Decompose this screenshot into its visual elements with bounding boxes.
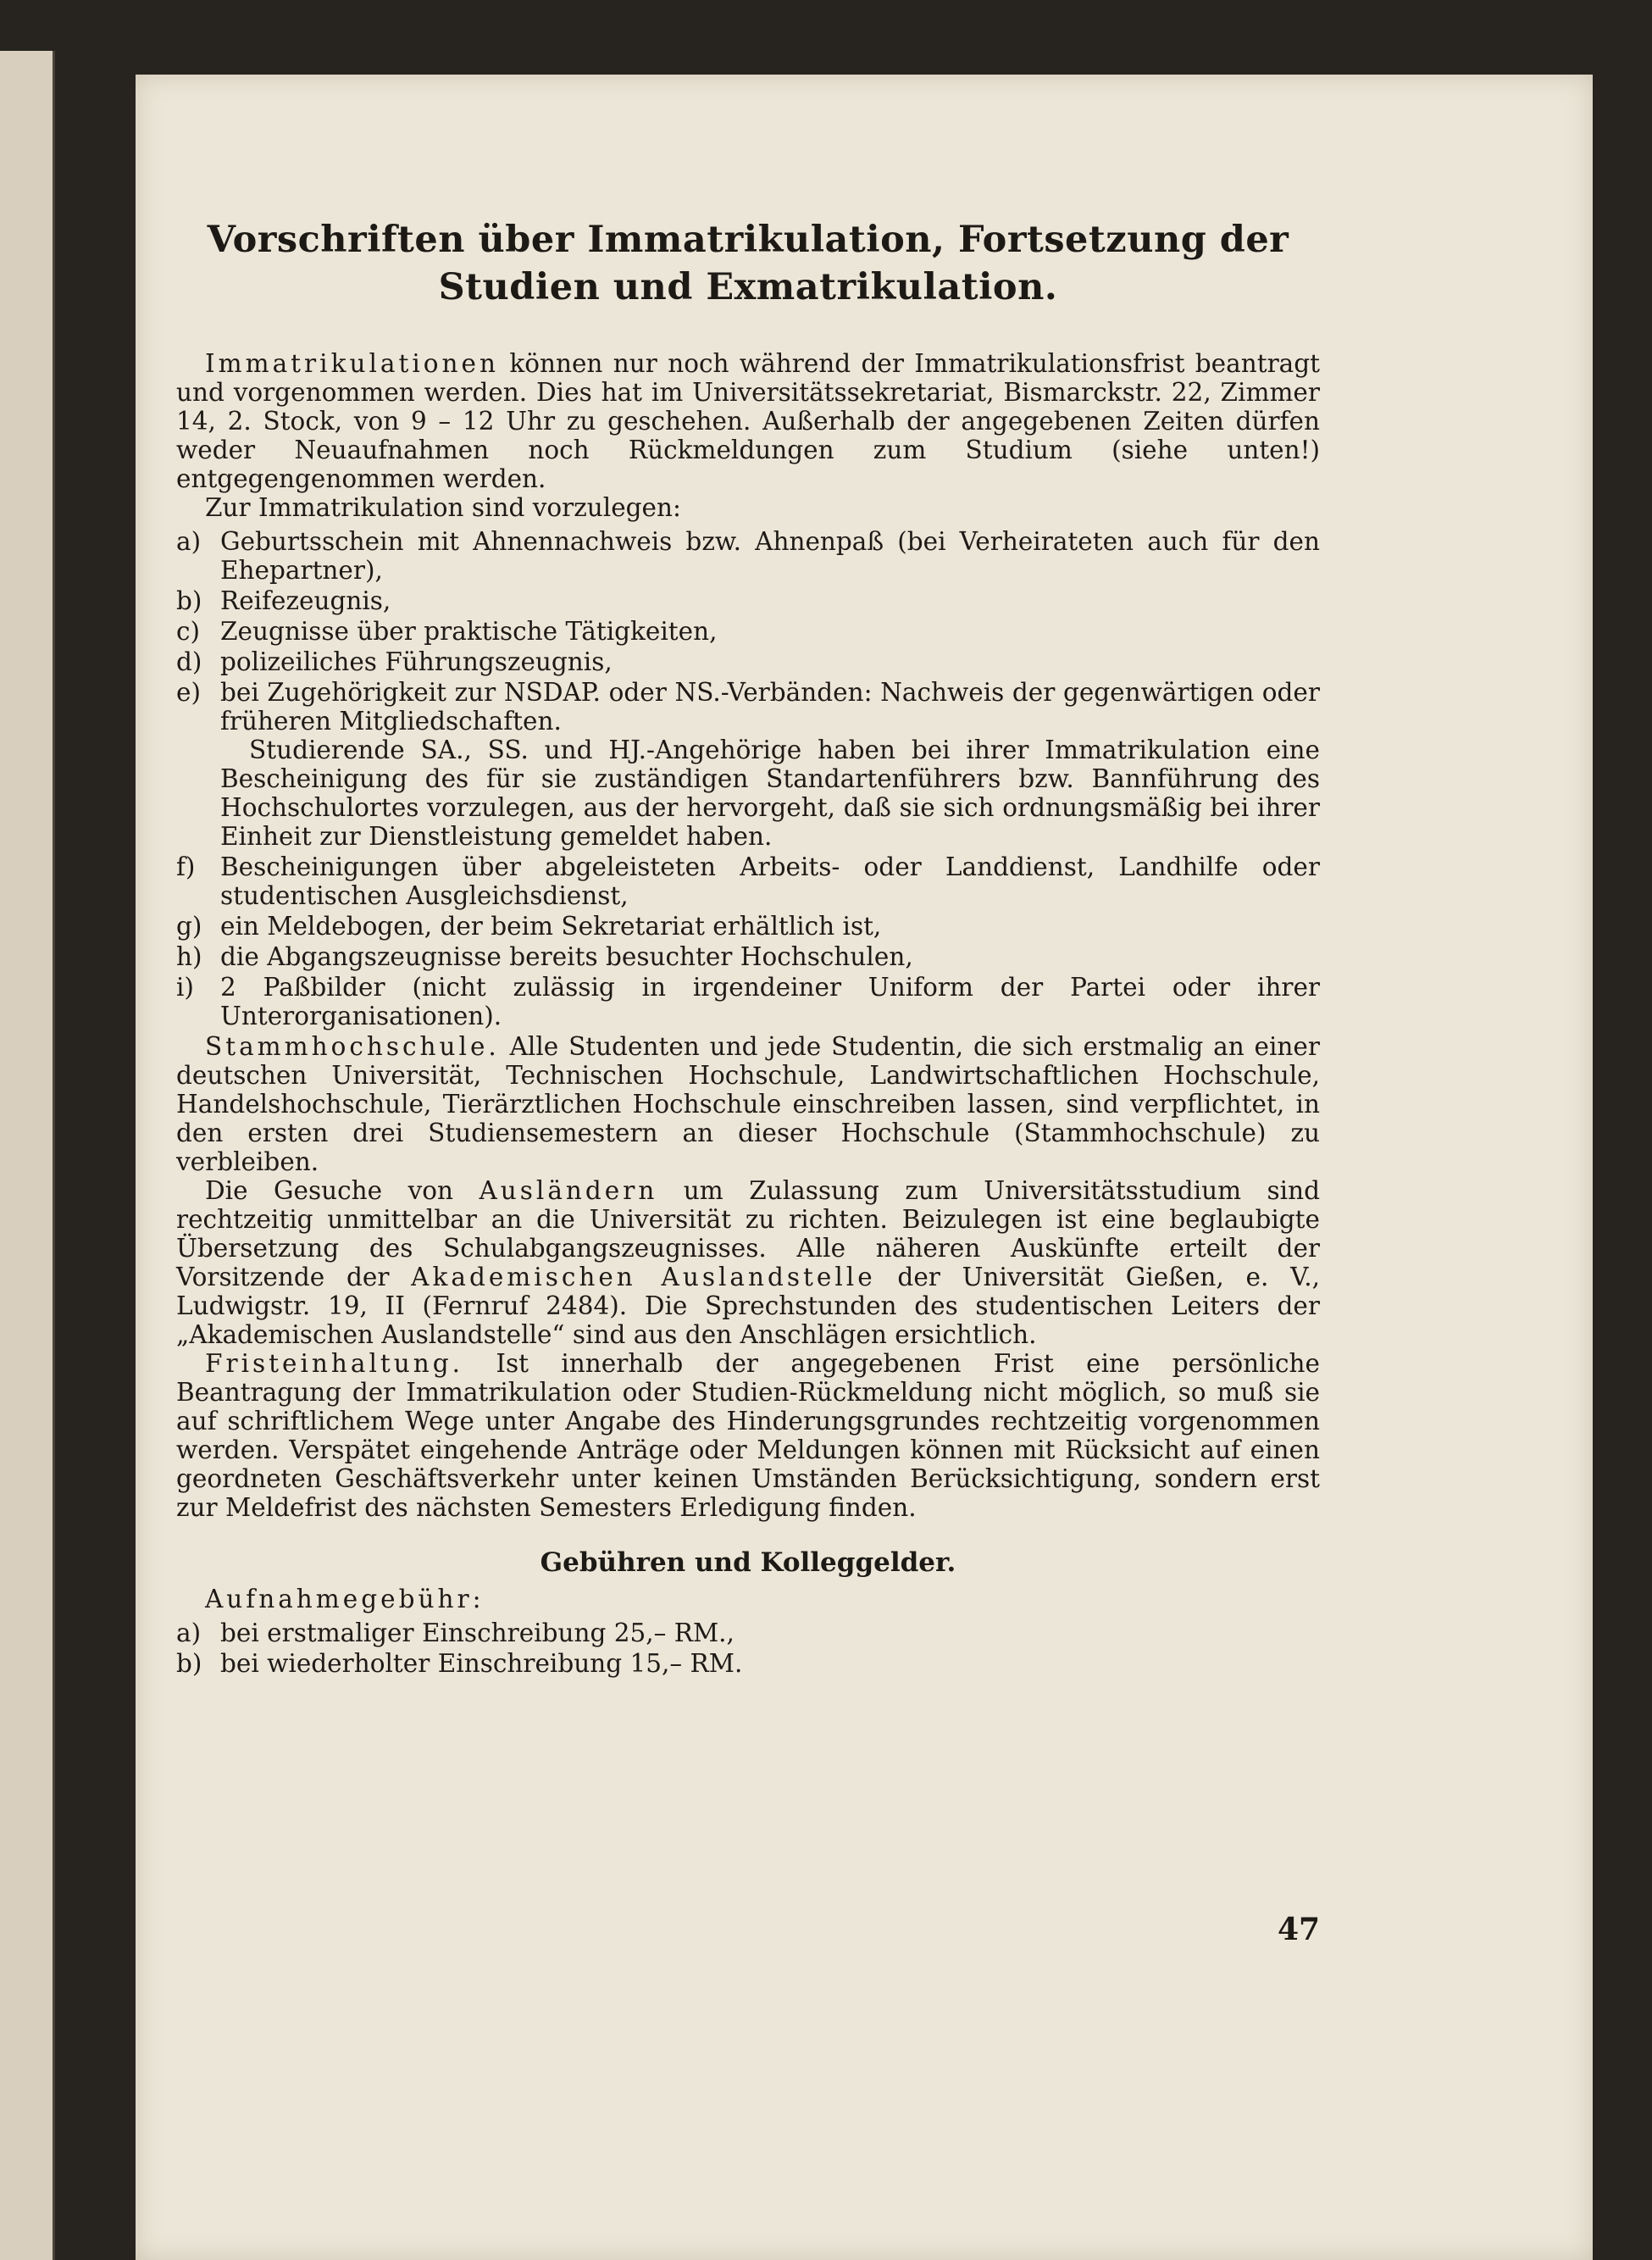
list-item bbox=[176, 586, 1320, 615]
page-content bbox=[176, 216, 1320, 1680]
list-label: b) bbox=[176, 586, 202, 615]
stamm-lead: Stammhochschule. bbox=[205, 1032, 500, 1061]
list-text: Geburtsschein mit Ahnennachweis bzw. Ahnenpaß (bei Verheirateten auch für den Ehepartner), bbox=[220, 527, 1320, 585]
list-label: i) bbox=[176, 973, 194, 1002]
list-text: Reifezeugnis, bbox=[220, 586, 391, 615]
list-label: e) bbox=[176, 678, 201, 707]
aufnahme-label bbox=[176, 1585, 1320, 1613]
intro-paragraph bbox=[176, 349, 1320, 493]
stamm-text: Alle Studenten und jede Studentin, die sich erstmalig an einer deutschen Universität, Technischen Hochschule, Landwirtschaftlichen Hochschule, Handelshochschule, Tierärztlichen Hochschule einschreiben lassen, sind verpflichtet, in den ersten drei Studiensemestern an dieser Hochschule (Stammhochschule) zu verbleiben. bbox=[176, 1032, 1320, 1176]
list-label: g) bbox=[176, 912, 202, 941]
fristeinhaltung-paragraph bbox=[176, 1349, 1320, 1522]
list-note: Studierende SA., SS. und HJ.-Angehörige haben bei ihrer Immatrikulation eine Bescheinigung des für sie zuständigen Standartenführers bzw. Bannführung des Hochschulortes vorzulegen, aus der hervorgeht, daß sie sich ordnungsmäßig bei ihrer Einheit zur Dienstleistung gemeldet haben. bbox=[220, 736, 1320, 851]
frist-lead: Fristeinhaltung. bbox=[205, 1349, 464, 1378]
list-item bbox=[176, 678, 1320, 851]
title-line-2: Studien und Exmatrikulation. bbox=[438, 266, 1058, 308]
auslaender-paragraph bbox=[176, 1176, 1320, 1349]
auslaender-spaced-2: Akademischen Auslandstelle bbox=[411, 1263, 876, 1291]
fees-heading: Gebühren und Kolleggelder. bbox=[540, 1547, 956, 1578]
list-label: a) bbox=[176, 1619, 202, 1647]
documents-intro: Zur Immatrikulation sind vorzulegen: bbox=[205, 493, 681, 522]
page-title bbox=[176, 216, 1320, 311]
list-label: b) bbox=[176, 1649, 202, 1678]
list-item bbox=[176, 647, 1320, 676]
auslaender-spaced-1: Ausländern bbox=[479, 1176, 658, 1205]
list-label: f) bbox=[176, 852, 196, 881]
list-label: c) bbox=[176, 617, 201, 646]
list-item bbox=[176, 973, 1320, 1030]
adjacent-page-edge bbox=[0, 51, 55, 2260]
auslaender-text-1: Die Gesuche von bbox=[205, 1176, 480, 1205]
auslaender-text-2: um Zulassung zum Universitätsstudium sind rechtzeitig unmittelbar an die Universität zu richten. Beizulegen ist eine beglaubigte Übersetzung des Schulabgangszeugnisses. Alle näheren Auskünfte erteilt der Vorsitzende der bbox=[176, 1176, 1320, 1291]
list-text: Zeugnisse über praktische Tätigkeiten, bbox=[220, 617, 718, 646]
list-item bbox=[176, 942, 1320, 971]
list-text: 2 Paßbilder (nicht zulässig in irgendeiner Uniform der Partei oder ihrer Unterorganisationen). bbox=[220, 973, 1320, 1030]
title-line-1: Vorschriften über Immatrikulation, Fortsetzung der bbox=[207, 219, 1289, 261]
list-text: polizeiliches Führungszeugnis, bbox=[220, 647, 613, 676]
fees-list bbox=[176, 1619, 1320, 1678]
list-text: bei erstmaliger Einschreibung 25,– RM., bbox=[220, 1619, 735, 1647]
list-text: Bescheinigungen über abgeleisteten Arbeits- oder Landdienst, Landhilfe oder studentischen Ausgleichsdienst, bbox=[220, 852, 1320, 910]
list-item bbox=[176, 617, 1320, 646]
list-item bbox=[176, 1619, 1320, 1647]
intro-lead: Immatrikulationen bbox=[205, 349, 499, 378]
list-item bbox=[176, 912, 1320, 941]
documents-list bbox=[176, 527, 1320, 1030]
page-number: 47 bbox=[1278, 1912, 1321, 1947]
list-text: die Abgangszeugnisse bereits besuchter Hochschulen, bbox=[220, 942, 913, 971]
auslaender-text-3: der Universität Gießen, e. V., Ludwigstr. 19, II (Fernruf 2484). Die Sprechstunden des studentischen Leiters der „Akademischen Auslandstelle“ sind aus den Anschlägen ersichtlich. bbox=[176, 1263, 1320, 1349]
list-text: ein Meldebogen, der beim Sekretariat erhältlich ist, bbox=[220, 912, 882, 941]
list-label: a) bbox=[176, 527, 202, 556]
list-text: bei wiederholter Einschreibung 15,– RM. bbox=[220, 1649, 743, 1678]
stammhochschule-paragraph bbox=[176, 1032, 1320, 1176]
list-item bbox=[176, 527, 1320, 585]
frist-text: Ist innerhalb der angegebenen Frist eine persönliche Beantragung der Immatrikulation oder Studien-Rückmeldung nicht möglich, so muß sie auf schriftlichem Wege unter Angabe des Hinderungsgrundes rechtzeitig vorgenommen werden. Verspätet eingehende Anträge oder Meldungen können mit Rücksicht auf einen geordneten Geschäftsverkehr unter keinen Umständen Berücksichtigung, sondern erst zur Meldefrist des nächsten Semesters Erledigung finden. bbox=[176, 1349, 1320, 1522]
list-text: bei Zugehörigkeit zur NSDAP. oder NS.-Verbänden: Nachweis der gegenwärtigen oder früheren Mitgliedschaften. bbox=[220, 678, 1320, 736]
intro-text: können nur noch während der Immatrikulationsfrist beantragt und vorgenommen werden. Dies hat im Universitätssekretariat, Bismarckstr. 22, Zimmer 14, 2. Stock, von 9 – 12 Uhr zu geschehen. Außerhalb der angegebenen Zeiten dürfen weder Neuaufnahmen noch Rückmeldungen zum Studium (siehe unten!) entgegengenommen werden. bbox=[176, 349, 1320, 493]
list-item bbox=[176, 1649, 1320, 1678]
list-label: h) bbox=[176, 942, 202, 971]
list-item bbox=[176, 852, 1320, 910]
list-label: d) bbox=[176, 647, 202, 676]
aufnahme-label-text: Aufnahmegebühr: bbox=[205, 1585, 485, 1613]
